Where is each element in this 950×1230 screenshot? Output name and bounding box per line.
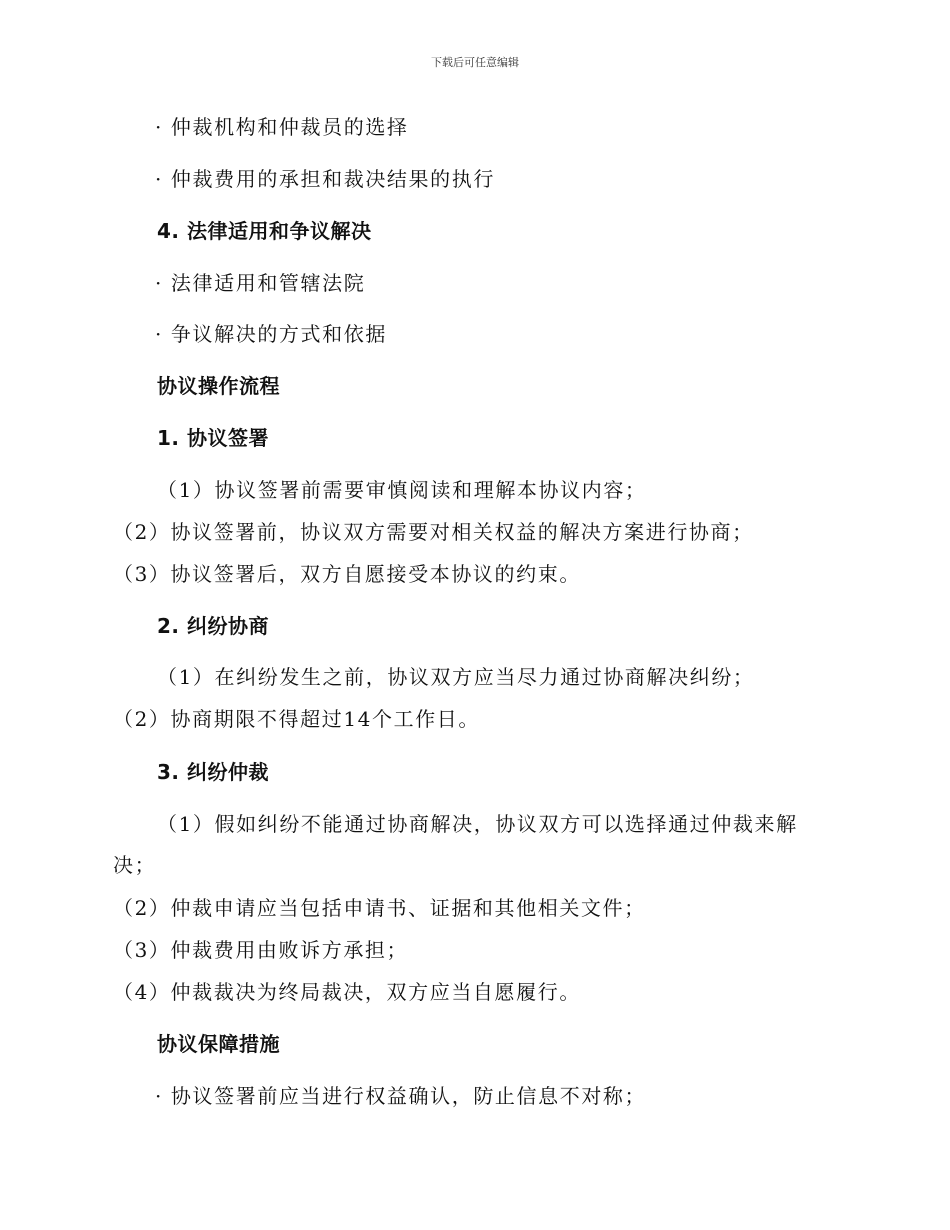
paragraph-line: （2）仲裁申请应当包括申请书、证据和其他相关文件；	[113, 896, 646, 920]
section-heading: 协议保障措施	[157, 1032, 280, 1056]
paragraph-line: （2）协商期限不得超过14个工作日。	[113, 707, 480, 731]
paragraph-line: （4）仲裁裁决为终局裁决，双方应当自愿履行。	[113, 980, 581, 1004]
bullet-item: · 争议解决的方式和依据	[155, 322, 387, 346]
paragraph-line: （1）在纠纷发生之前，协议双方应当尽力通过协商解决纠纷；	[157, 665, 755, 689]
section-heading: 协议操作流程	[157, 374, 280, 398]
bullet-item: · 协议签署前应当进行权益确认，防止信息不对称；	[155, 1084, 647, 1108]
paragraph-line: （2）协议签署前，协议双方需要对相关权益的解决方案进行协商；	[113, 520, 754, 544]
bullet-item: · 仲裁机构和仲裁员的选择	[155, 115, 409, 139]
paragraph-line: （1）假如纠纷不能通过协商解决，协议双方可以选择通过仲裁来解	[157, 812, 798, 836]
section-heading: 3. 纠纷仲裁	[157, 760, 269, 784]
paragraph-line: （3）协议签署后，双方自愿接受本协议的约束。	[113, 562, 581, 586]
paragraph-line: （3）仲裁费用由败诉方承担；	[113, 938, 409, 962]
page-header: 下载后可任意编辑	[431, 56, 519, 69]
section-heading: 2. 纠纷协商	[157, 614, 269, 638]
paragraph-line: 决；	[113, 853, 157, 877]
section-heading: 1. 协议签署	[157, 426, 269, 450]
bullet-item: · 仲裁费用的承担和裁决结果的执行	[155, 167, 495, 191]
bullet-item: · 法律适用和管辖法院	[155, 271, 366, 295]
section-heading: 4. 法律适用和争议解决	[157, 219, 372, 243]
paragraph-line: （1）协议签署前需要审慎阅读和理解本协议内容；	[157, 478, 647, 502]
